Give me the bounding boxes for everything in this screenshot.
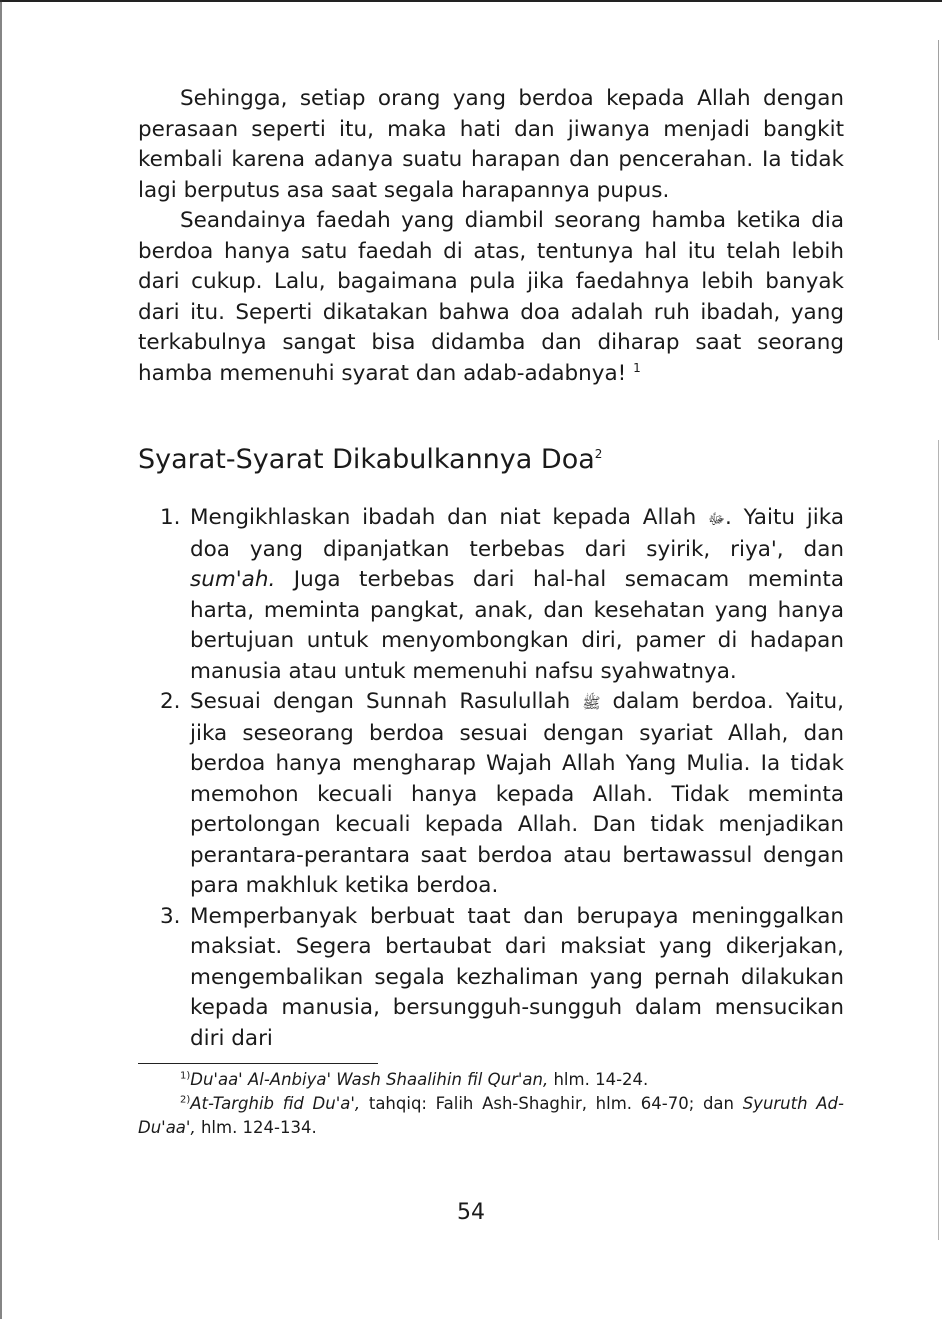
page-number: 54 (457, 1200, 485, 1225)
scan-edge-top (0, 0, 942, 2)
list-item-italic: sum'ah. (190, 567, 276, 592)
footnote-title: Du'aa' Al-Anbiya' Wash Shaalihin fil Qur'an, (190, 1070, 549, 1089)
footnote-2 (138, 1092, 844, 1140)
section-heading (138, 443, 844, 477)
paragraph-2-text: Seandainya faedah yang diambil seorang hamba ketika dia berdoa hanya satu faedah di atas, tentunya hal itu telah lebih dari cukup. Lalu, bagaimana pula jika faedahnya lebih banyak dari itu. Seperti dikatakan bahwa doa adalah ruh ibadah, yang terkabulnya sangat bisa didamba dan diharap saat seorang hamba memenuhi syarat dan adab-adabnya! (138, 208, 844, 386)
footnote-text: hlm. 124-134. (195, 1118, 317, 1137)
list-item (138, 503, 844, 687)
section-heading-text: Syarat-Syarat Dikabulkannya Doa (138, 444, 595, 475)
main-content (138, 84, 844, 1054)
footnote-mark: 1) (180, 1070, 191, 1082)
honorific-glyph: ﷻ (708, 510, 725, 528)
list-item-text: Juga terbebas dari hal-hal semacam meminta harta, meminta pangkat, anak, dan kesehatan yang hanya bertujuan untuk menyombongkan diri, pamer di hadapan manusia atau untuk memenuhi nafsu syahwatnya. (190, 567, 844, 684)
scan-edge-right (938, 40, 939, 340)
paragraph-1 (138, 84, 844, 206)
list-item (138, 902, 844, 1055)
scan-edge-right-lower (938, 440, 939, 1240)
scan-edge-left (0, 0, 2, 1319)
footnote-1 (138, 1068, 844, 1092)
conditions-list (138, 503, 844, 1054)
footnotes (138, 1068, 844, 1140)
list-item-number: 2. (160, 689, 181, 714)
list-item-number: 1. (160, 505, 181, 530)
footnote-ref-1: 1 (633, 360, 641, 375)
honorific-glyph: ﷺ (582, 694, 601, 712)
footnote-title: At-Targhib fid Du'a', (190, 1094, 361, 1113)
footnote-title: Syuruth Ad-Du'aa', (138, 1094, 844, 1137)
list-item-text: Mengikhlaskan ibadah dan niat kepada Allah (190, 505, 709, 530)
footnote-divider (138, 1063, 378, 1064)
list-item-text: dalam berdoa. Yaitu, jika seseorang berdoa sesuai dengan syariat Allah, dan berdoa hanya mengharap Wajah Allah Yang Mulia. Ia tidak memohon kecuali hanya kepada Allah. Tidak meminta pertolongan kecuali kepada Allah. Dan tidak menjadikan perantara-perantara saat berdoa atau bertawassul dengan para makhluk ketika berdoa. (190, 689, 844, 898)
list-item-text: Sesuai dengan Sunnah Rasulullah (190, 689, 583, 714)
footnote-text: hlm. 14-24. (548, 1070, 649, 1089)
paragraph-1-text: Sehingga, setiap orang yang berdoa kepada Allah dengan perasaan seperti itu, maka hati dan jiwanya menjadi bangkit kembali karena adanya suatu harapan dan pencerahan. Ia tidak lagi berputus asa saat segala harapannya pupus. (138, 86, 844, 203)
footnote-ref-2: 2 (594, 447, 603, 461)
list-item-text: . Yaitu jika doa yang dipanjatkan terbebas dari syirik, riya', dan (190, 505, 844, 562)
footnote-text: tahqiq: Falih Ash-Shaghir, hlm. 64-70; dan (360, 1094, 743, 1113)
list-item (138, 687, 844, 902)
list-item-text: Memperbanyak berbuat taat dan berupaya meninggalkan maksiat. Segera bertaubat dari maksiat yang dikerjakan, mengembalikan segala kezhaliman yang pernah dilakukan kepada manusia, bersungguh-sungguh dalam mensucikan diri dari (190, 903, 844, 1051)
list-item-number: 3. (160, 903, 181, 929)
paragraph-2 (138, 206, 844, 389)
footnote-mark: 2) (180, 1094, 191, 1106)
